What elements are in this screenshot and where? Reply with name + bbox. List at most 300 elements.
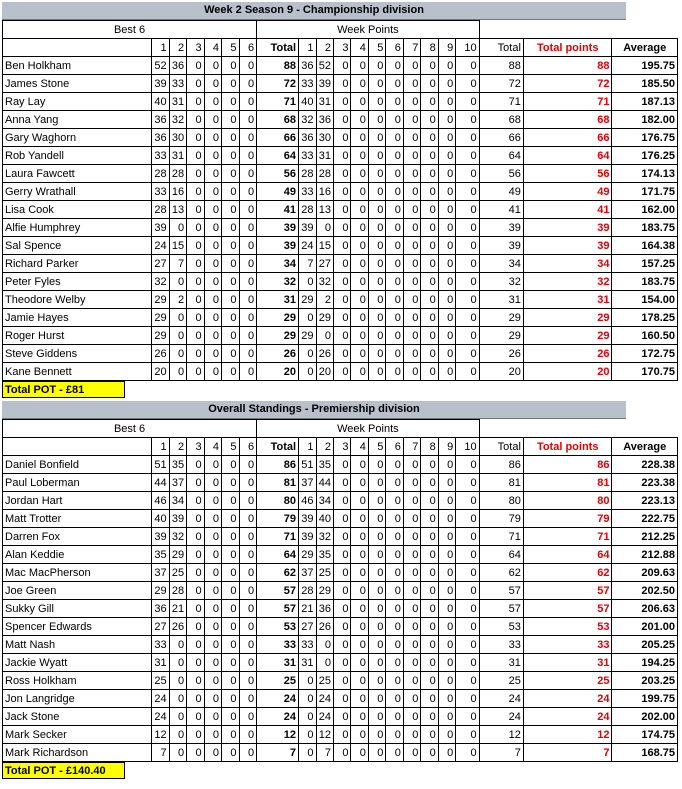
week-score: 32 <box>299 111 316 129</box>
week-score: 0 <box>351 273 368 291</box>
week-total: 49 <box>479 183 523 201</box>
week-score: 0 <box>368 363 385 381</box>
table-row <box>3 201 678 219</box>
week-score: 0 <box>438 510 455 528</box>
total-points: 71 <box>523 93 612 111</box>
week-score: 24 <box>316 690 333 708</box>
best-score: 0 <box>204 726 221 744</box>
week-score: 0 <box>351 93 368 111</box>
week-col-header: 6 <box>386 39 403 57</box>
player-name: Spencer Edwards <box>3 618 152 636</box>
average: 212.88 <box>612 546 678 564</box>
total-points: 24 <box>523 708 612 726</box>
week-score: 0 <box>333 582 350 600</box>
table-row <box>3 582 678 600</box>
week-score: 0 <box>456 165 479 183</box>
best-score: 0 <box>204 618 221 636</box>
best-score: 0 <box>239 363 257 381</box>
best-score: 0 <box>187 744 204 762</box>
week-col-header: 8 <box>421 39 438 57</box>
week-score: 0 <box>351 528 368 546</box>
week-score: 0 <box>421 672 438 690</box>
best-score: 0 <box>204 510 221 528</box>
best-col-header: 3 <box>187 438 204 456</box>
week-score: 39 <box>299 219 316 237</box>
week-score: 0 <box>438 672 455 690</box>
best-score: 39 <box>169 510 186 528</box>
week-col-header: 6 <box>386 438 403 456</box>
week-score: 7 <box>299 255 316 273</box>
week-score: 0 <box>333 708 350 726</box>
week-score: 33 <box>299 75 316 93</box>
best-total: 29 <box>257 309 299 327</box>
player-name: Gerry Wrathall <box>3 183 152 201</box>
best-score: 0 <box>239 600 257 618</box>
player-name: Jack Stone <box>3 708 152 726</box>
week-score: 33 <box>299 147 316 165</box>
best-total: 49 <box>257 183 299 201</box>
table-row <box>3 237 678 255</box>
week-score: 0 <box>421 147 438 165</box>
week-score: 0 <box>438 183 455 201</box>
week-score: 26 <box>316 345 333 363</box>
best-score: 29 <box>152 309 169 327</box>
best-score: 25 <box>169 564 186 582</box>
best-score: 33 <box>152 636 169 654</box>
table-row <box>3 129 678 147</box>
week-score: 33 <box>299 183 316 201</box>
week-score: 2 <box>316 291 333 309</box>
table-row <box>3 744 678 762</box>
week-score: 0 <box>299 345 316 363</box>
week-score: 0 <box>403 636 420 654</box>
total-points: 79 <box>523 510 612 528</box>
best-score: 0 <box>169 672 186 690</box>
best-score: 20 <box>152 363 169 381</box>
average: 176.25 <box>612 147 678 165</box>
week-score: 0 <box>333 147 350 165</box>
week-score: 44 <box>316 474 333 492</box>
week-score: 0 <box>456 129 479 147</box>
best-total: 41 <box>257 201 299 219</box>
best-score: 0 <box>187 582 204 600</box>
best-score: 0 <box>239 618 257 636</box>
week-score: 0 <box>421 201 438 219</box>
total-points: 53 <box>523 618 612 636</box>
week-score: 0 <box>421 237 438 255</box>
player-name: Laura Fawcett <box>3 165 152 183</box>
week-score: 0 <box>456 690 479 708</box>
best-score: 27 <box>152 255 169 273</box>
player-name: Matt Nash <box>3 636 152 654</box>
week-score: 0 <box>421 165 438 183</box>
week-score: 0 <box>351 201 368 219</box>
best-score: 0 <box>222 636 239 654</box>
average: 154.00 <box>612 291 678 309</box>
player-name: Jackie Wyatt <box>3 654 152 672</box>
week-score: 0 <box>333 618 350 636</box>
week-score: 35 <box>316 456 333 474</box>
best-score: 0 <box>222 255 239 273</box>
week-score: 0 <box>386 147 403 165</box>
week-score: 0 <box>368 75 385 93</box>
best-score: 0 <box>222 744 239 762</box>
week-total: 24 <box>479 708 523 726</box>
best-score: 0 <box>204 528 221 546</box>
best-score: 34 <box>169 492 186 510</box>
week-score: 0 <box>438 93 455 111</box>
week-col-header: 1 <box>299 438 316 456</box>
week-score: 0 <box>421 636 438 654</box>
best-total: 39 <box>257 237 299 255</box>
best-score: 32 <box>169 528 186 546</box>
best-score: 21 <box>169 600 186 618</box>
player-name: Sukky Gill <box>3 600 152 618</box>
total-points: 62 <box>523 564 612 582</box>
best-score: 0 <box>187 201 204 219</box>
table-row <box>3 363 678 381</box>
week-score: 0 <box>333 510 350 528</box>
best-score: 0 <box>239 672 257 690</box>
total-header: Total <box>257 438 299 456</box>
standings-table <box>2 419 678 762</box>
week-score: 0 <box>351 690 368 708</box>
best-total: 29 <box>257 327 299 345</box>
week-score: 0 <box>386 345 403 363</box>
week-score: 0 <box>386 546 403 564</box>
best-score: 0 <box>187 165 204 183</box>
best-score: 0 <box>187 672 204 690</box>
best-score: 0 <box>204 219 221 237</box>
table-row <box>3 564 678 582</box>
week-total-header: Total <box>479 39 523 57</box>
week-score: 0 <box>368 528 385 546</box>
week-total: 39 <box>479 237 523 255</box>
week-score: 0 <box>299 363 316 381</box>
week-score: 0 <box>333 291 350 309</box>
player-name: Ross Holkham <box>3 672 152 690</box>
table-row <box>3 654 678 672</box>
best-score: 0 <box>204 93 221 111</box>
week-score: 29 <box>316 309 333 327</box>
best-score: 0 <box>204 309 221 327</box>
week-score: 0 <box>368 582 385 600</box>
best-score: 0 <box>204 57 221 75</box>
player-name: Ben Holkham <box>3 57 152 75</box>
week-score: 0 <box>333 57 350 75</box>
name-header <box>3 438 152 456</box>
best-score: 39 <box>152 75 169 93</box>
week-total: 71 <box>479 528 523 546</box>
week-score: 0 <box>351 183 368 201</box>
week-score: 0 <box>438 528 455 546</box>
week-score: 0 <box>351 474 368 492</box>
week-total: 33 <box>479 636 523 654</box>
average: 205.25 <box>612 636 678 654</box>
week-score: 0 <box>333 237 350 255</box>
week-score: 0 <box>368 510 385 528</box>
total-points: 64 <box>523 546 612 564</box>
week-score: 0 <box>351 147 368 165</box>
week-score: 0 <box>351 456 368 474</box>
week-score: 0 <box>351 219 368 237</box>
week-total: 24 <box>479 690 523 708</box>
week-score: 0 <box>386 183 403 201</box>
best-score: 0 <box>239 744 257 762</box>
best-score: 44 <box>152 474 169 492</box>
week-total: 66 <box>479 129 523 147</box>
best-score: 0 <box>239 111 257 129</box>
week-col-header: 4 <box>351 39 368 57</box>
average: 183.75 <box>612 273 678 291</box>
week-total: 72 <box>479 75 523 93</box>
week-score: 0 <box>368 219 385 237</box>
average: 202.50 <box>612 582 678 600</box>
week-score: 29 <box>316 582 333 600</box>
week-score: 29 <box>299 327 316 345</box>
week-score: 0 <box>386 492 403 510</box>
week-score: 0 <box>386 654 403 672</box>
best-score: 0 <box>204 564 221 582</box>
week-score: 0 <box>456 744 479 762</box>
week-score: 0 <box>403 237 420 255</box>
player-name: Roger Hurst <box>3 327 152 345</box>
player-name: Steve Giddens <box>3 345 152 363</box>
week-score: 0 <box>438 618 455 636</box>
week-score: 0 <box>438 690 455 708</box>
best-score: 0 <box>222 183 239 201</box>
week-score: 0 <box>386 456 403 474</box>
week-score: 0 <box>386 327 403 345</box>
best-score: 29 <box>169 546 186 564</box>
week-score: 29 <box>299 546 316 564</box>
average: 168.75 <box>612 744 678 762</box>
best-col-header: 6 <box>239 39 257 57</box>
best-score: 0 <box>222 111 239 129</box>
week-score: 0 <box>456 75 479 93</box>
best-score: 0 <box>239 273 257 291</box>
table-row <box>3 546 678 564</box>
player-name: Mark Secker <box>3 726 152 744</box>
average: 160.50 <box>612 327 678 345</box>
week-score: 0 <box>456 672 479 690</box>
best-col-header: 4 <box>204 438 221 456</box>
total-points: 81 <box>523 474 612 492</box>
week-score: 0 <box>438 564 455 582</box>
week-score: 0 <box>386 618 403 636</box>
week-score: 0 <box>421 582 438 600</box>
week-score: 0 <box>403 219 420 237</box>
week-score: 0 <box>456 510 479 528</box>
best-score: 0 <box>169 273 186 291</box>
best-total: 66 <box>257 129 299 147</box>
table-row <box>3 93 678 111</box>
total-points: 20 <box>523 363 612 381</box>
best-score: 0 <box>239 345 257 363</box>
total-points: 66 <box>523 129 612 147</box>
average: 223.13 <box>612 492 678 510</box>
week-score: 0 <box>351 636 368 654</box>
total-header: Total <box>257 39 299 57</box>
week-score: 0 <box>333 183 350 201</box>
best-score: 27 <box>152 618 169 636</box>
best-score: 0 <box>187 474 204 492</box>
total-points: 57 <box>523 582 612 600</box>
week-score: 0 <box>403 273 420 291</box>
table-row <box>3 474 678 492</box>
week-score: 0 <box>368 147 385 165</box>
week-score: 0 <box>403 528 420 546</box>
week-score: 0 <box>368 111 385 129</box>
week-score: 0 <box>333 165 350 183</box>
best-score: 0 <box>187 327 204 345</box>
best-score: 0 <box>222 492 239 510</box>
best-score: 0 <box>222 510 239 528</box>
table-row <box>3 183 678 201</box>
week-score: 0 <box>403 618 420 636</box>
best-score: 0 <box>222 309 239 327</box>
best-score: 36 <box>169 57 186 75</box>
week-score: 0 <box>456 111 479 129</box>
week-total: 79 <box>479 510 523 528</box>
average: 206.63 <box>612 600 678 618</box>
name-header <box>3 39 152 57</box>
best-score: 0 <box>187 636 204 654</box>
average: 185.50 <box>612 75 678 93</box>
best-total: 64 <box>257 546 299 564</box>
week-score: 0 <box>421 75 438 93</box>
week-score: 0 <box>456 654 479 672</box>
best-score: 0 <box>187 492 204 510</box>
week-score: 26 <box>316 618 333 636</box>
week-total: 20 <box>479 363 523 381</box>
table-row <box>3 165 678 183</box>
standings-table <box>2 20 678 381</box>
best-score: 0 <box>222 726 239 744</box>
week-score: 0 <box>351 654 368 672</box>
best-score: 0 <box>187 600 204 618</box>
week-score: 21 <box>299 600 316 618</box>
week-score: 0 <box>368 654 385 672</box>
best-score: 0 <box>187 309 204 327</box>
best-score: 29 <box>152 327 169 345</box>
best-score: 0 <box>222 672 239 690</box>
week-score: 0 <box>403 510 420 528</box>
week-score: 0 <box>351 672 368 690</box>
week-score: 0 <box>438 582 455 600</box>
week-col-header: 9 <box>438 39 455 57</box>
best-score: 0 <box>169 654 186 672</box>
best-score: 0 <box>204 456 221 474</box>
week-score: 0 <box>368 201 385 219</box>
best-total: 25 <box>257 672 299 690</box>
week-score: 28 <box>316 165 333 183</box>
best-score: 0 <box>222 93 239 111</box>
best-score: 0 <box>187 708 204 726</box>
week-score: 0 <box>333 129 350 147</box>
best-score: 0 <box>204 129 221 147</box>
average-header: Average <box>612 39 678 57</box>
best-score: 0 <box>204 255 221 273</box>
average: 212.25 <box>612 528 678 546</box>
week-col-header: 5 <box>368 438 385 456</box>
week-score: 0 <box>421 219 438 237</box>
week-score: 0 <box>386 690 403 708</box>
best-score: 36 <box>152 111 169 129</box>
week-score: 0 <box>438 291 455 309</box>
best-score: 32 <box>169 111 186 129</box>
week-score: 0 <box>403 111 420 129</box>
total-points: 24 <box>523 690 612 708</box>
best-score: 0 <box>187 690 204 708</box>
week-score: 0 <box>386 582 403 600</box>
best-score: 0 <box>222 564 239 582</box>
week-score: 0 <box>456 183 479 201</box>
week-total: 64 <box>479 147 523 165</box>
best-score: 39 <box>152 219 169 237</box>
week-score: 0 <box>438 456 455 474</box>
week-score: 0 <box>386 129 403 147</box>
week-score: 39 <box>316 75 333 93</box>
week-score: 0 <box>386 219 403 237</box>
best-score: 16 <box>169 183 186 201</box>
week-total: 7 <box>479 744 523 762</box>
week-score: 0 <box>351 726 368 744</box>
best-total: 62 <box>257 564 299 582</box>
total-points: 7 <box>523 744 612 762</box>
week-score: 0 <box>368 744 385 762</box>
week-total: 57 <box>479 600 523 618</box>
best6-header: Best 6 <box>3 420 257 438</box>
week-score: 28 <box>299 582 316 600</box>
table-row <box>3 57 678 75</box>
total-points-header: Total points <box>523 39 612 57</box>
week-total: 56 <box>479 165 523 183</box>
week-score: 0 <box>421 690 438 708</box>
week-score: 0 <box>438 492 455 510</box>
best-score: 0 <box>239 93 257 111</box>
week-col-header: 5 <box>368 39 385 57</box>
week-score: 0 <box>403 690 420 708</box>
week-total: 34 <box>479 255 523 273</box>
week-score: 0 <box>403 672 420 690</box>
week-score: 0 <box>368 726 385 744</box>
week-score: 0 <box>351 309 368 327</box>
week-score: 0 <box>351 327 368 345</box>
week-score: 0 <box>456 255 479 273</box>
best-score: 0 <box>187 75 204 93</box>
week-score: 0 <box>403 165 420 183</box>
week-score: 0 <box>421 129 438 147</box>
week-score: 0 <box>403 57 420 75</box>
week-score: 0 <box>438 327 455 345</box>
week-score: 0 <box>456 546 479 564</box>
best-score: 35 <box>169 456 186 474</box>
week-total: 41 <box>479 201 523 219</box>
best-score: 7 <box>152 744 169 762</box>
best-score: 0 <box>239 564 257 582</box>
week-score: 0 <box>351 165 368 183</box>
best-score: 0 <box>204 111 221 129</box>
average: 162.00 <box>612 201 678 219</box>
player-name: Lisa Cook <box>3 201 152 219</box>
week-score: 0 <box>368 291 385 309</box>
best-score: 0 <box>222 273 239 291</box>
week-score: 0 <box>333 546 350 564</box>
week-score: 39 <box>299 528 316 546</box>
week-score: 0 <box>421 600 438 618</box>
week-score: 0 <box>299 744 316 762</box>
